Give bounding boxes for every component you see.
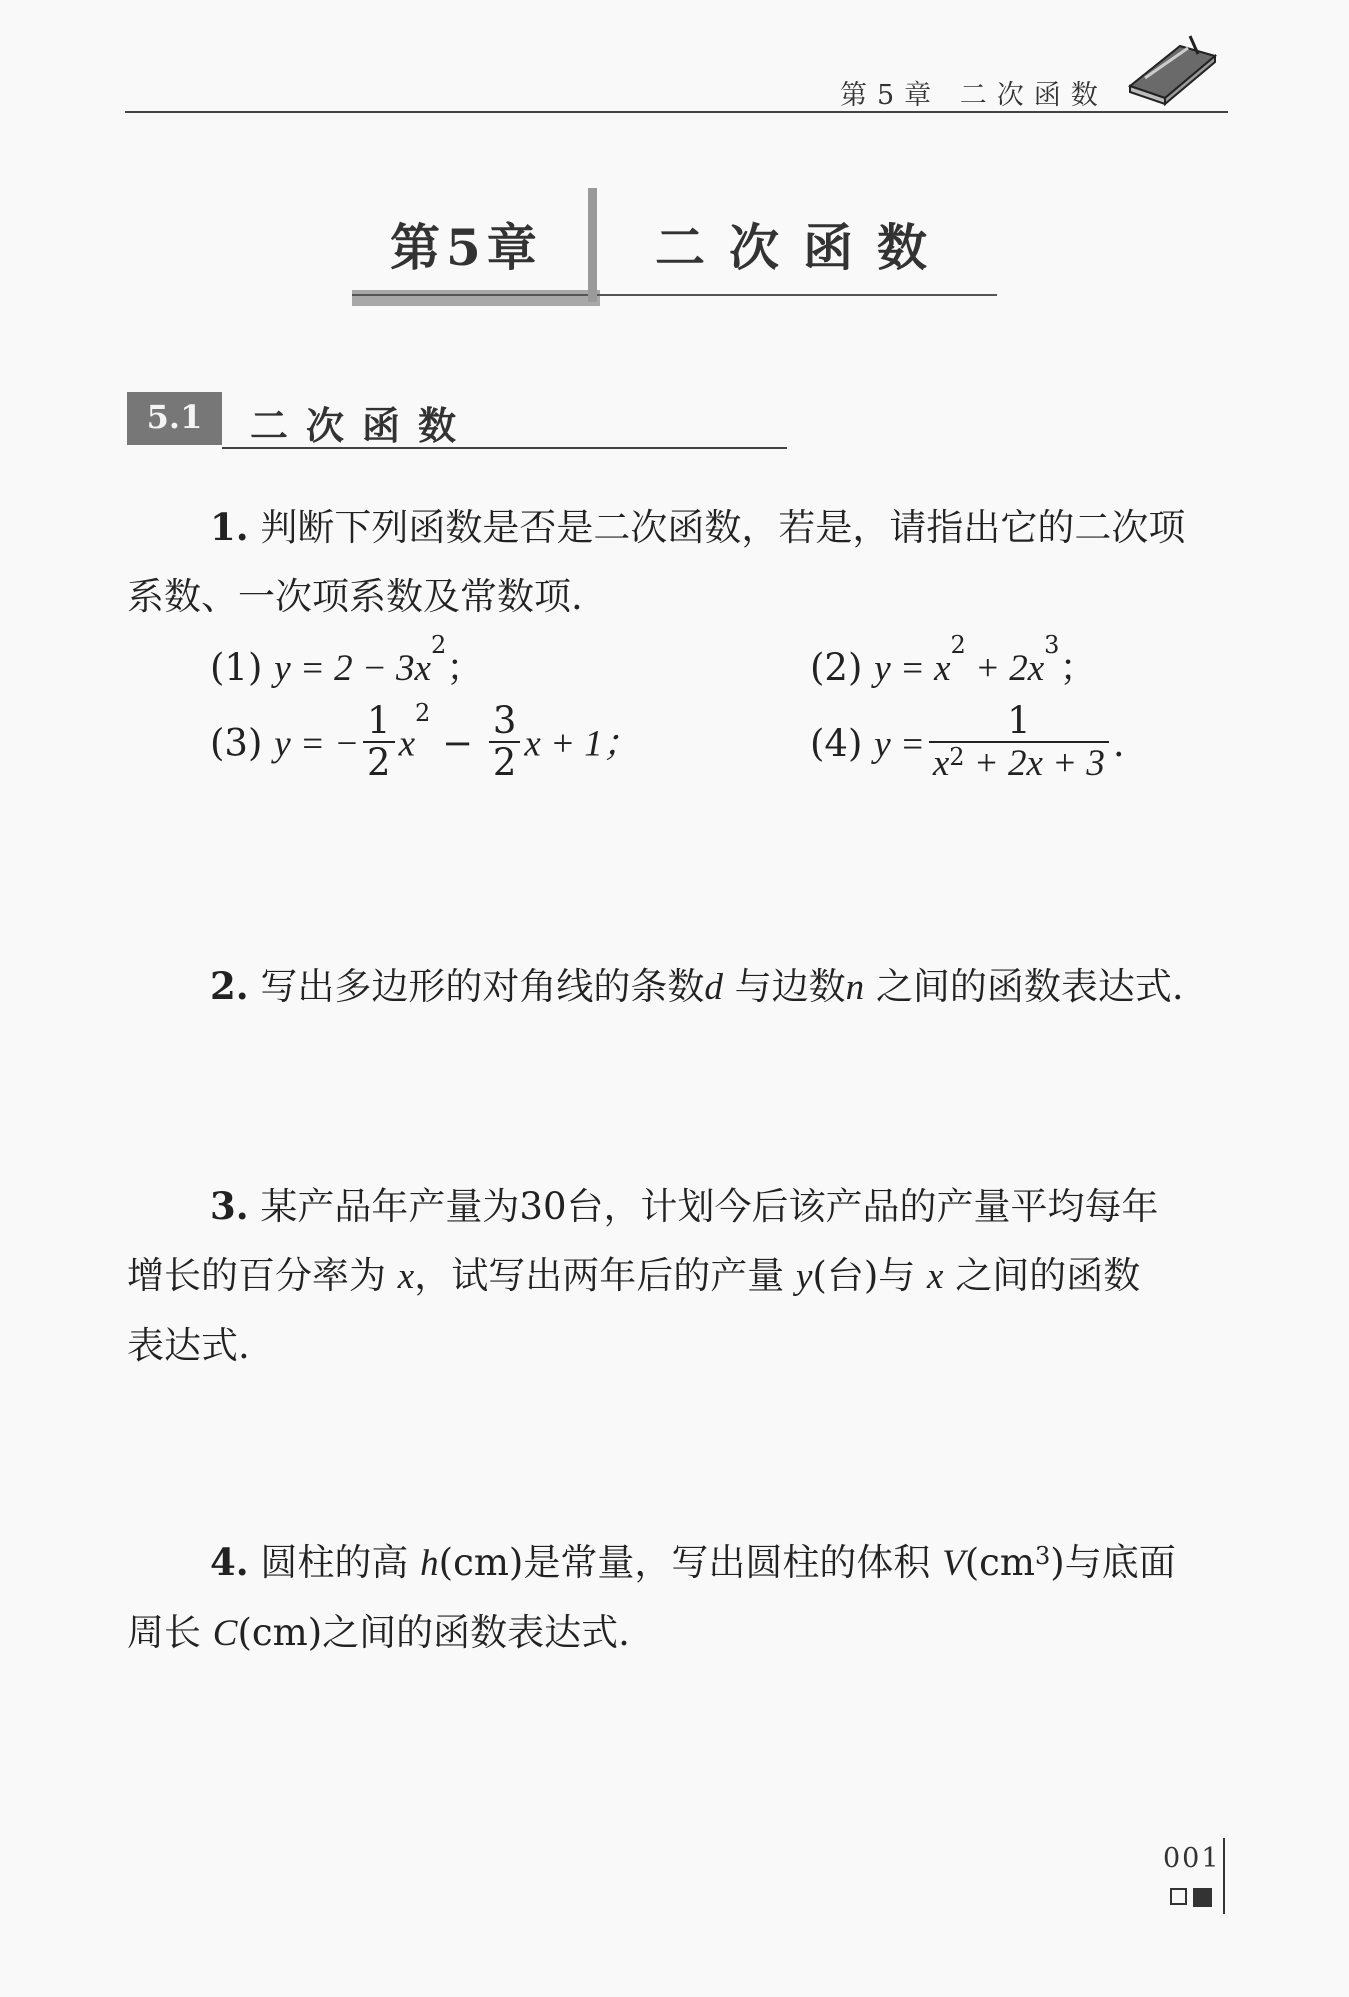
item-end: . bbox=[1112, 722, 1125, 765]
variable: d bbox=[704, 967, 723, 1008]
question-text: )与底面 bbox=[1050, 1541, 1176, 1584]
section-rule bbox=[222, 447, 787, 449]
question-number: 4. bbox=[210, 1540, 249, 1584]
question-text: 某产品年产量为30台，计划今后该产品的产量平均每年 bbox=[260, 1185, 1159, 1228]
question-1-line-1 bbox=[127, 493, 1227, 562]
item-expression: x bbox=[398, 723, 416, 765]
page-number: 001 bbox=[1163, 1843, 1221, 1874]
item-expression: + 2x bbox=[965, 648, 1045, 689]
question-number: 3. bbox=[210, 1184, 249, 1228]
question-2 bbox=[127, 952, 1227, 1022]
chapter-title-underline bbox=[352, 294, 997, 296]
exponent: 3 bbox=[1044, 631, 1060, 659]
chapter-title-divider bbox=[588, 188, 597, 302]
chapter-title: 二次函数 bbox=[655, 218, 951, 277]
question-1-item-3 bbox=[210, 699, 640, 787]
item-expression: y = − bbox=[274, 723, 360, 765]
denominator-term: x bbox=[932, 743, 950, 784]
item-label: (4) bbox=[810, 722, 863, 765]
exponent: 2 bbox=[430, 631, 447, 659]
numerator: 1 bbox=[929, 701, 1109, 743]
numerator: 1 bbox=[363, 701, 395, 743]
variable: y bbox=[795, 1256, 813, 1297]
question-text: 写出多边形的对角线的条数 bbox=[260, 965, 705, 1008]
item-expression: x + 1； bbox=[524, 723, 640, 765]
section-title: 二次函数 bbox=[250, 403, 475, 448]
question-3-line-2 bbox=[127, 1241, 1227, 1311]
item-expression: y = 2 − 3x bbox=[274, 648, 431, 689]
question-text: 增长的百分率为 bbox=[127, 1254, 386, 1297]
item-end: ； bbox=[446, 646, 484, 689]
item-label: (3) bbox=[210, 721, 263, 765]
numerator: 3 bbox=[489, 701, 521, 743]
question-4-line-2 bbox=[127, 1598, 1227, 1668]
filled-square-icon bbox=[1193, 1888, 1212, 1907]
item-expression: − bbox=[430, 721, 485, 765]
variable: n bbox=[845, 967, 865, 1008]
question-3-line-3: 表达式. bbox=[127, 1324, 250, 1367]
question-number: 2. bbox=[210, 964, 249, 1008]
question-text: 之间的函数 bbox=[955, 1254, 1141, 1297]
question-text: 与边数 bbox=[734, 965, 846, 1008]
item-expression: y = x bbox=[874, 648, 951, 689]
question-text: (台)与 bbox=[812, 1254, 916, 1297]
question-1 bbox=[127, 493, 1227, 631]
question-text: 圆柱的高 bbox=[260, 1541, 409, 1584]
fraction bbox=[929, 701, 1109, 784]
fraction bbox=[363, 701, 395, 783]
header-rule bbox=[125, 111, 1228, 113]
question-4-line-1 bbox=[127, 1528, 1227, 1598]
book-icon bbox=[1120, 26, 1220, 110]
variable: x bbox=[397, 1256, 415, 1297]
exponent: 3 bbox=[1034, 1542, 1051, 1570]
outline-square-icon bbox=[1170, 1888, 1187, 1905]
question-1-item-1 bbox=[210, 631, 484, 691]
question-text: ，试写出两年后的产量 bbox=[414, 1254, 785, 1297]
chapter-number: 第5章 bbox=[390, 218, 543, 277]
denominator-term: + 2x + 3 bbox=[964, 743, 1105, 784]
question-text: (cm bbox=[964, 1541, 1035, 1584]
item-expression: y = bbox=[874, 724, 925, 765]
section-number: 5.1 bbox=[146, 398, 203, 436]
variable: x bbox=[927, 1256, 944, 1297]
question-1-item-2 bbox=[810, 631, 1097, 691]
question-text: (cm)是常量，写出圆柱的体积 bbox=[438, 1541, 931, 1584]
question-1-item-4 bbox=[810, 699, 1125, 788]
item-end: ； bbox=[1059, 646, 1097, 689]
exponent: 2 bbox=[415, 699, 431, 727]
question-3-line-1 bbox=[127, 1172, 1227, 1241]
variable: C bbox=[212, 1613, 238, 1654]
running-header: 第5章 二次函数 bbox=[840, 80, 1108, 111]
item-label: (2) bbox=[810, 646, 863, 689]
variable: V bbox=[942, 1543, 965, 1584]
denominator bbox=[929, 743, 1109, 784]
denominator: 2 bbox=[367, 741, 391, 784]
chapter-title-shadow bbox=[352, 290, 600, 306]
question-text: 判断下列函数是否是二次函数，若是，请指出它的二次项 bbox=[260, 506, 1186, 549]
question-text: 周长 bbox=[127, 1611, 201, 1654]
question-text: (cm)之间的函数表达式. bbox=[237, 1611, 630, 1654]
fraction bbox=[489, 701, 521, 783]
exponent: 2 bbox=[949, 743, 965, 771]
denominator: 2 bbox=[492, 741, 517, 784]
item-label: (1) bbox=[210, 646, 263, 689]
exponent: 2 bbox=[950, 631, 966, 659]
question-text: 之间的函数表达式. bbox=[875, 965, 1184, 1008]
question-3 bbox=[127, 1172, 1227, 1380]
question-1-line-2: 系数、一次项系数及常数项. bbox=[127, 575, 583, 618]
question-4 bbox=[127, 1528, 1227, 1668]
variable: h bbox=[420, 1543, 439, 1584]
question-number: 1. bbox=[210, 505, 249, 549]
page-number-rule bbox=[1223, 1838, 1225, 1914]
